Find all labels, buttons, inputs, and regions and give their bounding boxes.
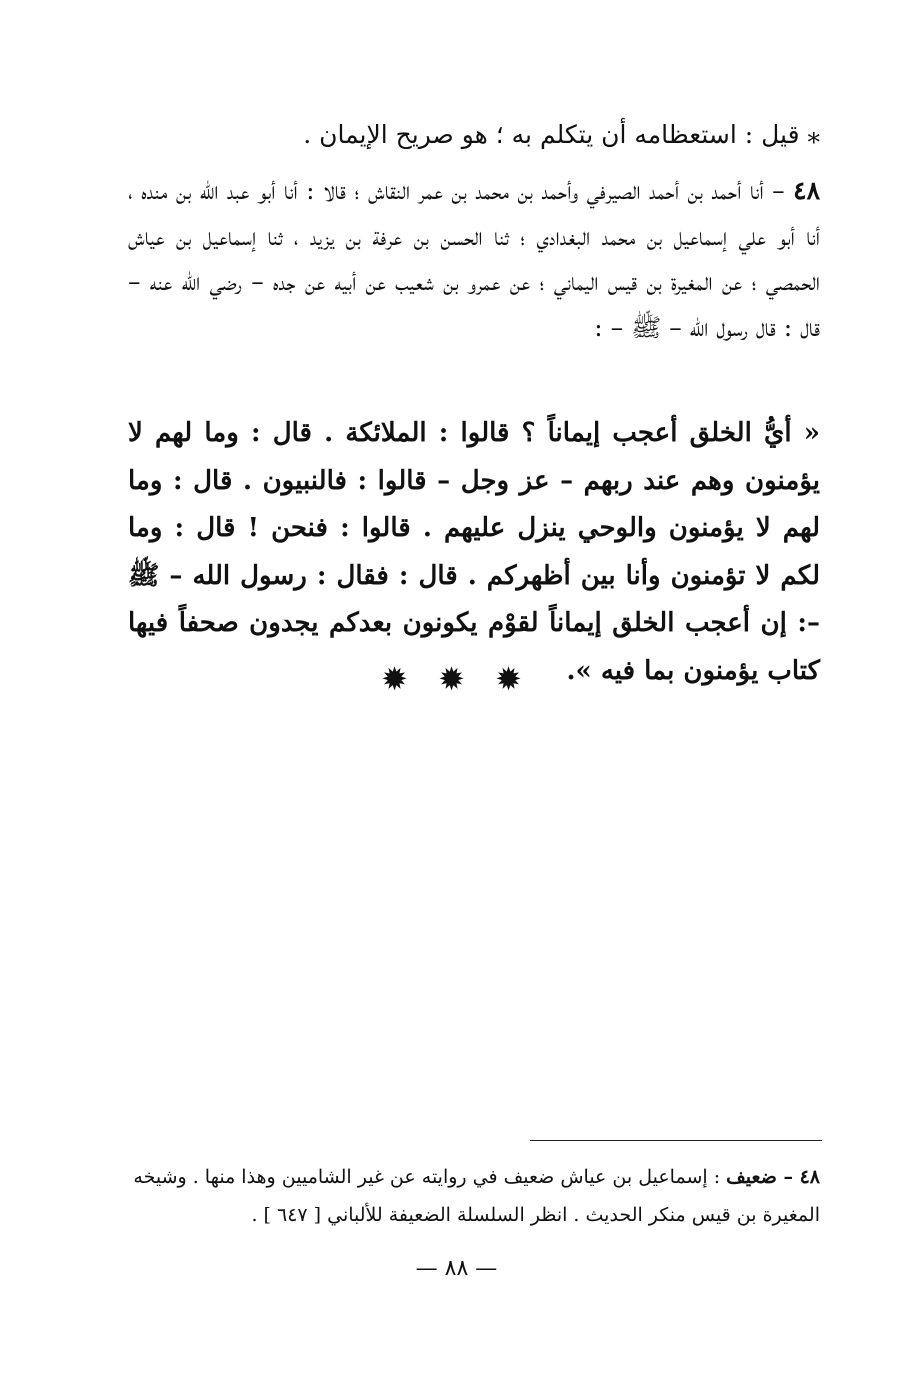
hadith-number: ٤٨ <box>793 176 820 205</box>
footnote-number: ٤٨ <box>799 1166 820 1188</box>
footnote-grade: – ضعيف <box>726 1166 800 1188</box>
intro-text: ⁎ قيل : استعظامه أن يتكلم به ؛ هو صريح الإيمان . <box>303 120 820 149</box>
hadith-matn-paragraph <box>128 410 820 695</box>
hadith-isnad-paragraph <box>128 168 820 350</box>
footnote-divider <box>530 1140 822 1141</box>
section-separator-icon: ✹ ✹ ✹ <box>381 660 532 698</box>
page-number: — ٨٨ — <box>415 1256 498 1281</box>
hadith-matn: « أيُّ الخلق أعجب إيماناً ؟ قالوا : الملائكة . قال : وما لهم لا يؤمنون وهم عند ربهم – عز وجل – قالوا : فالنبيون . قال : وما لهم لا يؤمنون والوحي ينزل عليهم . قالوا : فنحن ! قال : وما لكم لا تؤمنون وأنا بين أظهركم . قال : فقال : رسول الله – ﷺ –: إن أعجب الخلق إيماناً لقوْم يكونون بعدكم يجدون صحفاً فيها كتاب يؤمنون بما فيه ». <box>128 418 820 686</box>
hadith-isnad: – أنا أحمد بن أحمد الصيرفي وأحمد بن محمد بن عمر النقاش ؛ قالا : أنا أبو عبد الله بن منده ، أنا أبو علي إسماعيل بن محمد البغدادي ؛ ثنا الحسن بن عرفة بن يزيد ، ثنا إسماعيل بن عياش الحمصي ؛ عن المغيرة بن قيس اليماني ؛ عن عمرو بن شعيب عن أبيه عن جده – رضي الله عنه – قال : قال رسول الله – ﷺ – : <box>128 176 820 342</box>
intro-note <box>128 112 820 158</box>
footnote <box>110 1158 820 1234</box>
footnote-text: : إسماعيل بن عياش ضعيف في روايته عن غير الشاميين وهذا منها . وشيخه المغيرة بن قيس منكر الحديث . انظر السلسلة الضعيفة للألباني [ ٦٤٧ ] . <box>133 1166 820 1226</box>
